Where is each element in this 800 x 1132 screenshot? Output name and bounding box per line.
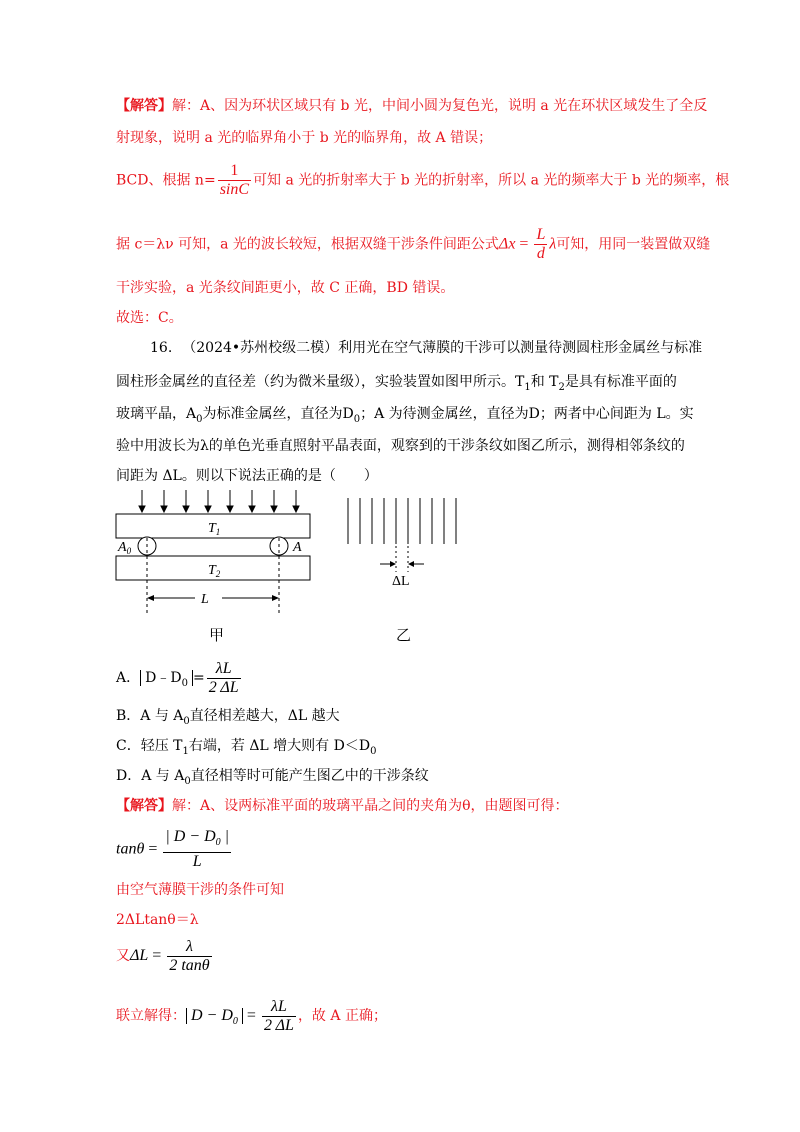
n-formula-num: 1 [218,162,251,181]
tan-lhs: tanθ [116,840,145,858]
question-text3b: 为标准金属丝，直径为D [202,406,354,422]
option-a-num: λL [207,660,241,679]
final-eq: = [242,1007,260,1024]
bcd-prefix: BCD、根据 n= [116,172,216,189]
final-fraction [262,998,296,1035]
n-formula-den: sinC [219,181,250,198]
option-d: D．A 与 $A_0$直径相等时可能产生图乙中的干涉条纹 [116,768,429,787]
t1-label: $T_1$ [208,521,221,537]
option-a [116,658,243,698]
dx-num: L [536,226,546,243]
dl-den: 2 tanθ [169,956,210,974]
answer2-tag: 【解答】 [116,798,172,814]
question-text3c: ；A 为待测金属丝，直径为D；两者中心间距为 L。实 [360,406,694,422]
answer2-text1: 解：A、设两标准平面的玻璃平晶之间的夹角为θ，由题图可得： [172,798,569,814]
answer1-line4 [116,226,710,263]
answer1-choice: 故选：C。 [116,310,183,326]
option-a-label: A． [116,670,141,686]
n-formula-fraction [218,162,251,199]
dl-label: ΔL [392,574,410,589]
dx-lhs: Δx [498,235,516,253]
answer1-bcd-line [116,162,729,199]
dl-lhs: ΔL [130,947,149,964]
final-num: λL [262,998,296,1017]
question-text3a: 玻璃平晶，A [116,406,197,422]
tan-den: L [192,853,202,871]
option-a-abs: $D﹣D_0$ [140,670,193,686]
dx-eq: = [515,235,533,253]
d0-sub: 0 [353,413,361,425]
dx-den: d [536,245,545,262]
option-a-den: 2 ΔL [208,678,239,696]
question-line1 [150,338,702,358]
dx-fraction [534,226,547,263]
a0-label: $A_0$ [118,540,132,556]
tan-fraction [163,828,231,871]
question-text2: 圆柱形金属丝的直径差（约为微米量级），实验装置如图甲所示。T [116,374,525,390]
option-a-fraction [207,660,241,697]
final-formula [116,996,387,1036]
caption-right: 乙 [396,628,412,644]
line4-suffix: 可知，用同一装置做双缝 [556,236,711,253]
answer1-tag: 【解答】 [116,98,172,114]
film-condition-line: 由空气薄膜干涉的条件可知 [116,882,284,898]
option-b: B．A 与 $A_0$直径相差越大，ΔL 越大 [116,708,340,727]
dl-eq: = [148,947,166,964]
dl-fraction [167,938,211,975]
question-line2 [116,372,677,398]
final-den: 2 ΔL [263,1016,294,1034]
answer1-text1: 解：A、因为环状区域只有 b 光，中间小圆为复色光，说明 a 光在环状区域发生了全反 [172,98,708,114]
question-text2-mid: 和 T [530,374,559,390]
a-label: A [293,540,302,555]
a0-sub: 0 [196,413,203,425]
final-suffix: ，故 A 正确； [297,1008,387,1024]
fringe-pattern [348,498,456,544]
question-line5: 间距为 ΔL。则以下说法正确的是（ ） [116,468,378,484]
dl-formula [116,936,214,976]
question-line3 [116,404,694,430]
tan-num: | $D - D_0$ | [163,828,231,853]
t2-sub: 2 [558,381,565,393]
answer1-line1 [116,96,707,116]
answer2-line1 [116,796,569,816]
tan-formula [116,828,233,871]
caption-left: 甲 [209,628,225,644]
apparatus-figure [100,488,480,648]
question-number: 16. [150,340,173,356]
question-line4: 验中用波长为λ的单色光垂直照射平晶表面，观察到的干涉条纹如图乙所示，测得相邻条纹的 [116,438,685,454]
dl-num: λ [167,938,211,957]
line4-prefix: 据 c＝λν 可知，a 光的波长较短，根据双缝干涉条件间距公式 [116,236,499,253]
eq-2dl-tan: 2ΔLtanθ＝λ [116,912,199,928]
bcd-suffix: 可知 a 光的折射率大于 b 光的折射率，所以 a 光的频率大于 b 光的频率，根 [253,172,730,189]
t2-label: $T_2$ [208,563,221,579]
l-label: L [201,592,209,607]
question-text2-end: 是具有标准平面的 [564,374,677,390]
option-c: C．轻压 $T_1$右端，若 ΔL 增大则有 $D<D_0$ [116,738,377,757]
tan-eq: = [144,840,162,858]
lianli-word: 联立解得： [116,1008,186,1024]
dx-lambda: λ [549,235,557,253]
option-a-eq: = [192,670,205,686]
answer1-line5: 干涉实验，a 光条纹间距更小，故 C 正确，BD 错误。 [116,280,455,296]
answer1-line2: 射现象，说明 a 光的临界角小于 b 光的临界角，故 A 错误； [116,130,493,146]
question-text1: （2024•苏州校级二模）利用光在空气薄膜的干涉可以测量待测圆柱形金属丝与标准 [182,340,703,356]
light-arrows [139,490,299,512]
you-word: 又 [116,948,130,964]
final-abs: $D - D_0$ [186,1008,243,1024]
t1-sub: 1 [524,381,531,393]
